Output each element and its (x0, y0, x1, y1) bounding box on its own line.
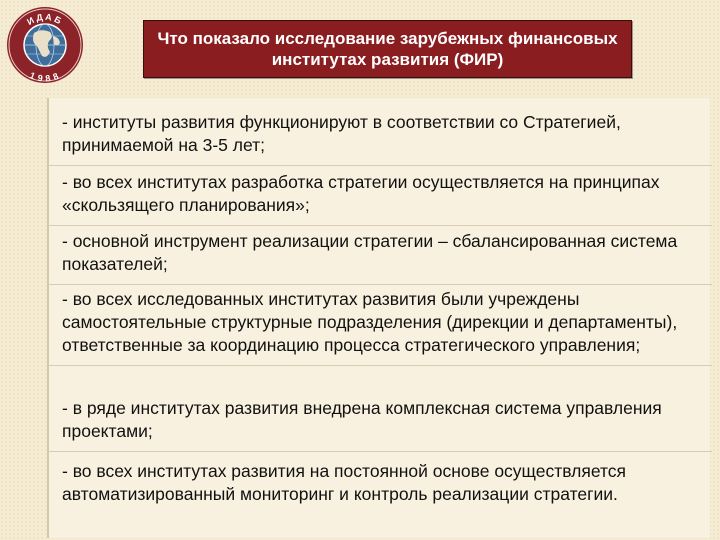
idab-logo (6, 6, 84, 84)
slide-title-box (143, 20, 632, 78)
logo-text-top: ИДАБ (25, 11, 65, 27)
bullet-item-2: - во всех институтах разработка стратегии осуществляется на принципах «скользящего планирования»; (62, 171, 702, 225)
logo-text-bottom: 1988 (28, 70, 62, 84)
bullet-item-4: - во всех исследованных институтах развития были учреждены самостоятельные структурные подразделения (дирекции и департаменты), ответственные за координацию процесса стратегического управления; (62, 288, 702, 365)
slide-title: Что показало исследование зарубежных финансовых институтах развития (ФИР) (157, 29, 618, 69)
bullet-item-1: - институты развития функционируют в соответствии со Стратегией, принимаемой на 3-5 лет; (62, 111, 702, 165)
globe-emblem-icon (6, 6, 84, 84)
bullet-item-3: - основной инструмент реализации стратегии – сбалансированная система показателей; (62, 230, 702, 284)
content-panel (47, 98, 710, 538)
bullet-item-5: - в ряде институтах развития внедрена комплексная система управления проектами; (62, 397, 702, 451)
bullet-item-6: - во всех институтах развития на постоянной основе осуществляется автоматизированный мониторинг и контроль реализации стратегии. (62, 461, 627, 504)
